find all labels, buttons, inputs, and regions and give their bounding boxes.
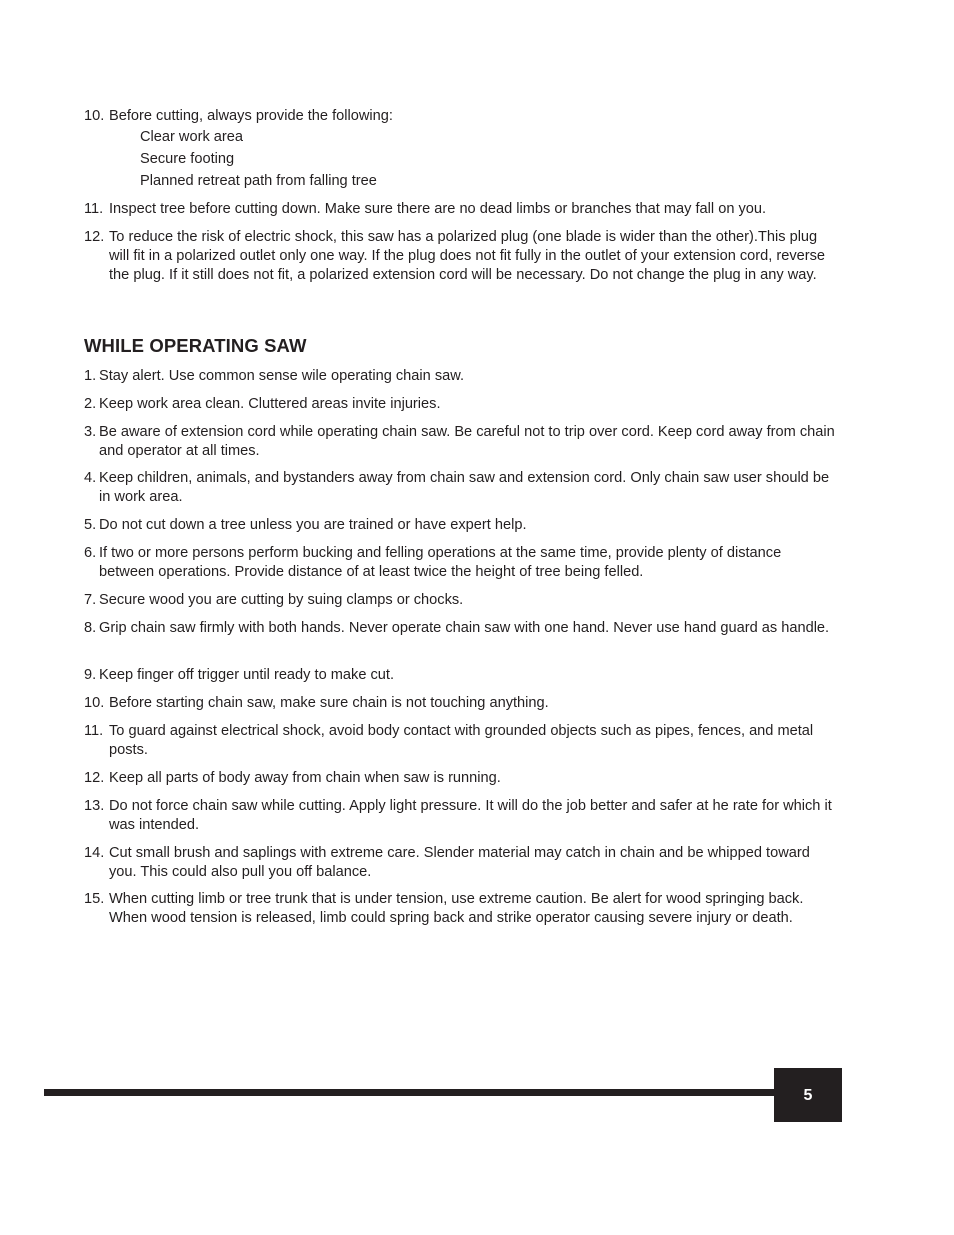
list-item-text: Cut small brush and saplings with extreme care. Slender material may catch in chain and be whipped toward you. This could also pull you off balance.: [109, 845, 810, 880]
list-item-text: Do not cut down a tree unless you are trained or have expert help.: [99, 517, 527, 533]
list-item-number: 6.: [84, 545, 97, 561]
list-item-text: Stay alert. Use common sense wile operating chain saw.: [99, 368, 465, 384]
list-item: [84, 423, 836, 461]
list-item: [84, 591, 836, 610]
list-item: [84, 666, 836, 685]
list-item: [84, 367, 836, 386]
list-item-number: 10.: [84, 108, 105, 124]
list-item: [84, 619, 836, 638]
list-item: [84, 200, 836, 219]
list-item-text: Before cutting, always provide the following:: [109, 108, 393, 124]
list-item-number: 7.: [84, 592, 97, 608]
list-item-text: Keep children, animals, and bystanders away from chain saw and extension cord. Only chain saw user should be in work area.: [99, 470, 830, 505]
list-item-number: 12.: [84, 229, 105, 245]
list-item-text: Keep work area clean. Cluttered areas invite injuries.: [99, 396, 441, 412]
list-item: [84, 469, 836, 507]
list-item: [84, 890, 836, 928]
list-item-number: 12.: [84, 770, 105, 786]
page-number-box: [774, 1068, 842, 1122]
list-item-text: Keep all parts of body away from chain when saw is running.: [109, 770, 501, 786]
list-item-text: Do not force chain saw while cutting. Apply light pressure. It will do the job better and safer at he rate for which it was intended.: [109, 798, 832, 833]
list-item-number: 1.: [84, 368, 97, 384]
list-item: [84, 797, 836, 835]
list-item: [84, 694, 836, 713]
list-item-number: 15.: [84, 891, 105, 907]
list-item-number: 2.: [84, 396, 97, 412]
list-item: [84, 544, 836, 582]
list-item-number: 4.: [84, 470, 97, 486]
list-item: [84, 722, 836, 760]
list-item: [84, 769, 836, 788]
list-item: [84, 107, 836, 126]
list-item-number: 11.: [84, 723, 104, 739]
sub-list-item: Planned retreat path from falling tree: [140, 173, 377, 189]
list-item: [84, 516, 836, 535]
list-item-number: 8.: [84, 620, 97, 636]
list-item-text: Keep finger off trigger until ready to make cut.: [99, 667, 395, 683]
list-item-number: 10.: [84, 695, 105, 711]
list-item-text: Inspect tree before cutting down. Make sure there are no dead limbs or branches that may fall on you.: [109, 201, 767, 217]
list-item-text: To guard against electrical shock, avoid body contact with grounded objects such as pipes, fences, and metal posts.: [109, 723, 814, 758]
list-item-text: Secure wood you are cutting by suing clamps or chocks.: [99, 592, 464, 608]
list-item: [84, 395, 836, 414]
list-item-text: If two or more persons perform bucking and felling operations at the same time, provide plenty of distance between operations. Provide distance of at least twice the height of tree being felled.: [99, 545, 782, 580]
sub-list-item: Secure footing: [140, 151, 235, 167]
sub-list-item: Clear work area: [140, 129, 244, 145]
list-item-text: Grip chain saw firmly with both hands. Never operate chain saw with one hand. Never use hand guard as handle.: [99, 620, 830, 636]
list-item-text: When cutting limb or tree trunk that is under tension, use extreme caution. Be alert for wood springing back. When wood tension is released, limb could spring back and strike operator causing severe injury or death.: [109, 891, 804, 926]
list-item: [84, 228, 836, 285]
list-item-number: 11.: [84, 201, 104, 217]
list-item: [84, 844, 836, 882]
list-item-text: Be aware of extension cord while operating chain saw. Be careful not to trip over cord. Keep cord away from chain and operator at all times.: [99, 424, 835, 459]
list-item-text: Before starting chain saw, make sure chain is not touching anything.: [109, 695, 549, 711]
list-item-number: 9.: [84, 667, 97, 683]
list-item-number: 5.: [84, 517, 97, 533]
section-heading: WHILE OPERATING SAW: [84, 335, 307, 356]
list-item-number: 3.: [84, 424, 97, 440]
list-item-number: 14.: [84, 845, 105, 861]
list-item-text: To reduce the risk of electric shock, this saw has a polarized plug (one blade is wider than the other).This plug will fit in a polarized outlet only one way. If the plug does not fit fully in the outlet of your extension cord, reverse the plug. If it still does not fit, a polarized extension cord will be necessary. Do not change the plug in any way.: [109, 229, 826, 283]
list-item-number: 13.: [84, 798, 105, 814]
page-number: 5: [803, 1086, 813, 1104]
footer-rule: [44, 1089, 776, 1096]
